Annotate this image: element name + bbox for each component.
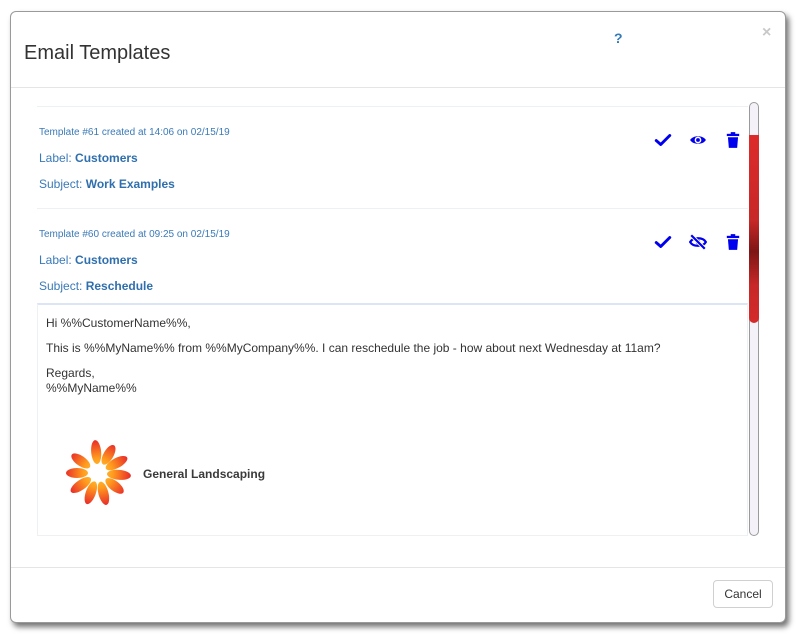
label-value: Customers <box>75 253 138 267</box>
preview-greeting: Hi %%CustomerName%%, <box>46 316 191 330</box>
preview-closing: Regards, %%MyName%% <box>46 366 137 395</box>
template-list <box>37 106 748 536</box>
cancel-button[interactable]: Cancel <box>713 580 773 608</box>
check-icon[interactable] <box>654 233 672 251</box>
email-templates-modal <box>10 11 786 623</box>
modal-header <box>11 12 785 88</box>
scrollbar[interactable] <box>749 102 759 536</box>
eye-icon[interactable] <box>689 131 707 149</box>
help-link[interactable]: ? <box>614 30 623 46</box>
eye-slash-icon[interactable] <box>689 233 707 251</box>
preview-body: This is %%MyName%% from %%MyCompany%%. I can reschedule the job - how about next Wednesday at 11am? <box>46 341 661 355</box>
subject-value: Work Examples <box>85 177 175 191</box>
template-preview <box>37 303 748 536</box>
modal-footer <box>11 567 785 623</box>
template-meta: Template #60 created at 09:25 on 02/15/19 <box>39 229 230 240</box>
modal-body <box>11 89 785 567</box>
template-label: Label: Customers <box>39 151 138 165</box>
template-meta: Template #61 created at 14:06 on 02/15/19 <box>39 127 230 138</box>
trash-icon[interactable] <box>724 131 742 149</box>
scrollbar-thumb[interactable] <box>749 135 759 323</box>
template-item <box>37 106 748 208</box>
template-actions <box>654 131 744 149</box>
company-name: General Landscaping <box>143 467 266 481</box>
check-icon[interactable] <box>654 131 672 149</box>
template-label: Label: Customers <box>39 253 138 267</box>
modal-title: Email Templates <box>24 42 171 64</box>
template-item <box>37 208 748 302</box>
label-value: Customers <box>75 151 138 165</box>
company-logo-icon <box>62 439 134 507</box>
template-subject: Subject: Reschedule <box>39 279 154 293</box>
trash-icon[interactable] <box>724 233 742 251</box>
close-button[interactable]: × <box>762 24 772 41</box>
subject-value: Reschedule <box>85 279 154 293</box>
template-subject: Subject: Work Examples <box>39 177 175 191</box>
template-actions <box>654 233 744 251</box>
